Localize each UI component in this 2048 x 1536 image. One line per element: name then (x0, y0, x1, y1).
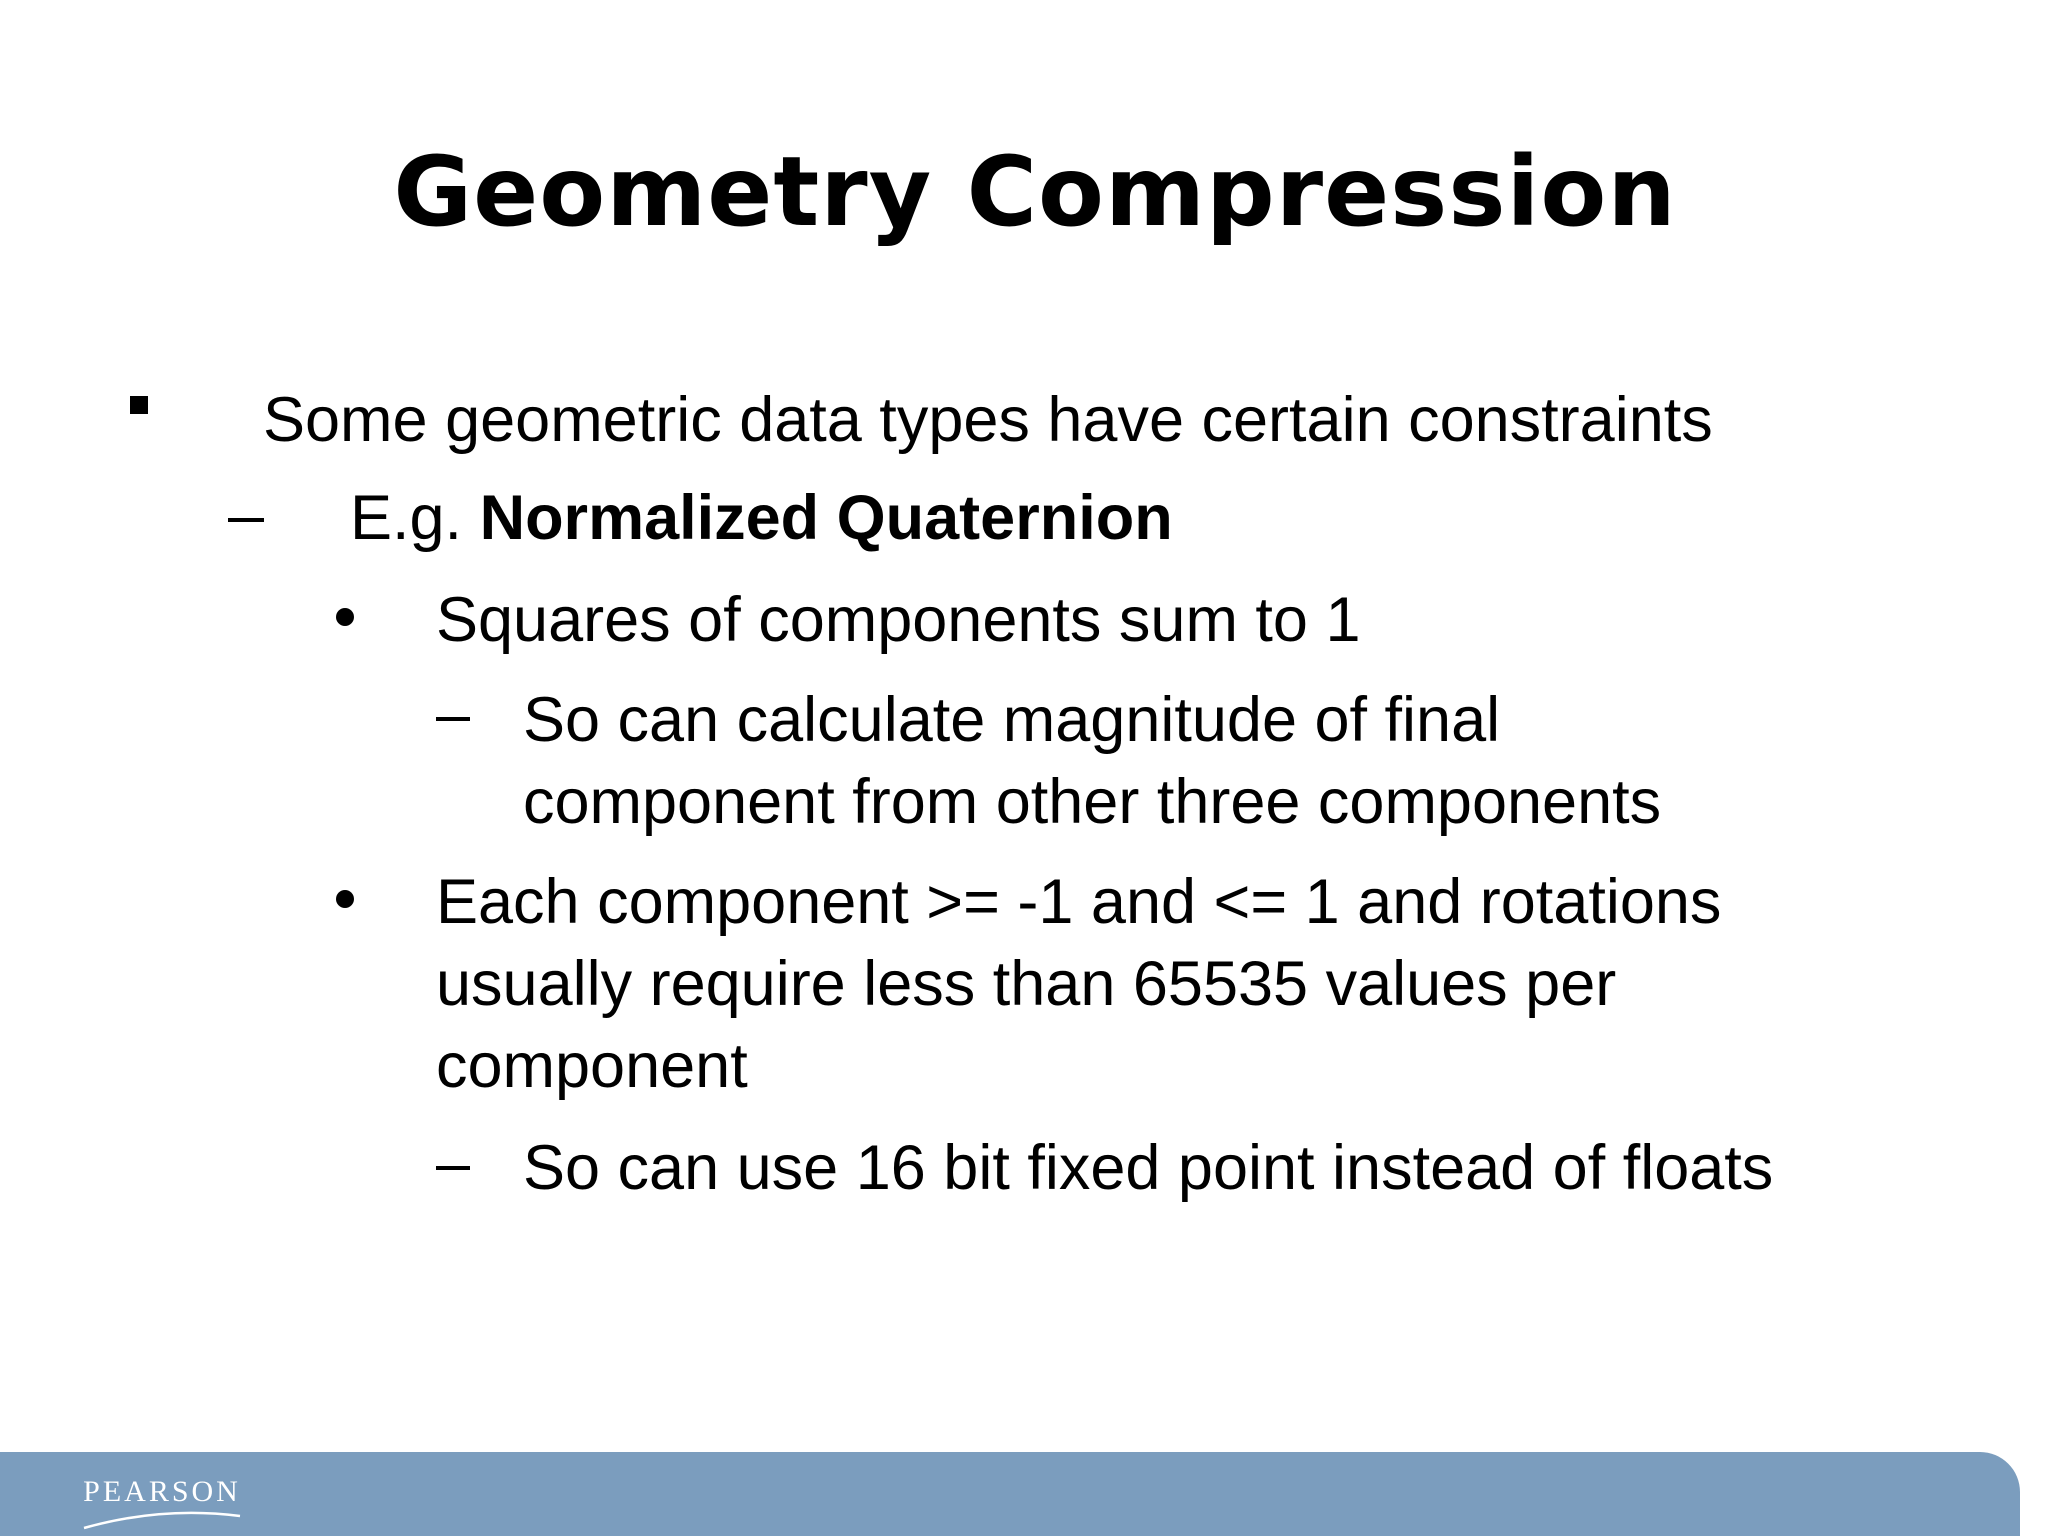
dash-bullet-icon (228, 518, 264, 522)
swoosh-icon (82, 1508, 242, 1532)
bullet-level1-text: Some geometric data types have certain constraints (263, 385, 1713, 455)
dot-bullet-icon (336, 608, 354, 626)
bullet-level2-bold: Normalized Quaternion (479, 483, 1173, 553)
dot-bullet-icon (336, 890, 354, 908)
bullet-level4-line: component from other three components (523, 767, 1662, 837)
bullet-level3-line: usually require less than 65535 values per (436, 949, 1617, 1019)
bullet-level3-line: component (436, 1031, 748, 1101)
footer-band (0, 1452, 2020, 1536)
bullet-level2-text (350, 480, 1173, 556)
square-bullet-icon (130, 396, 148, 414)
bullet-level4-text: So can use 16 bit fixed point instead of floats (523, 1133, 1774, 1203)
slide-title: Geometry Compression (393, 136, 1677, 248)
dash-bullet-icon (436, 717, 470, 721)
bullet-level2-prefix: E.g. (350, 483, 480, 553)
bullet-level4-line: So can calculate magnitude of final (523, 685, 1501, 755)
bullet-level3-line: Each component >= -1 and <= 1 and rotations (436, 867, 1722, 937)
pearson-logo-text: PEARSON (83, 1475, 241, 1508)
dash-bullet-icon (436, 1166, 470, 1170)
pearson-logo (82, 1474, 242, 1534)
bullet-level3-text: Squares of components sum to 1 (436, 585, 1361, 655)
